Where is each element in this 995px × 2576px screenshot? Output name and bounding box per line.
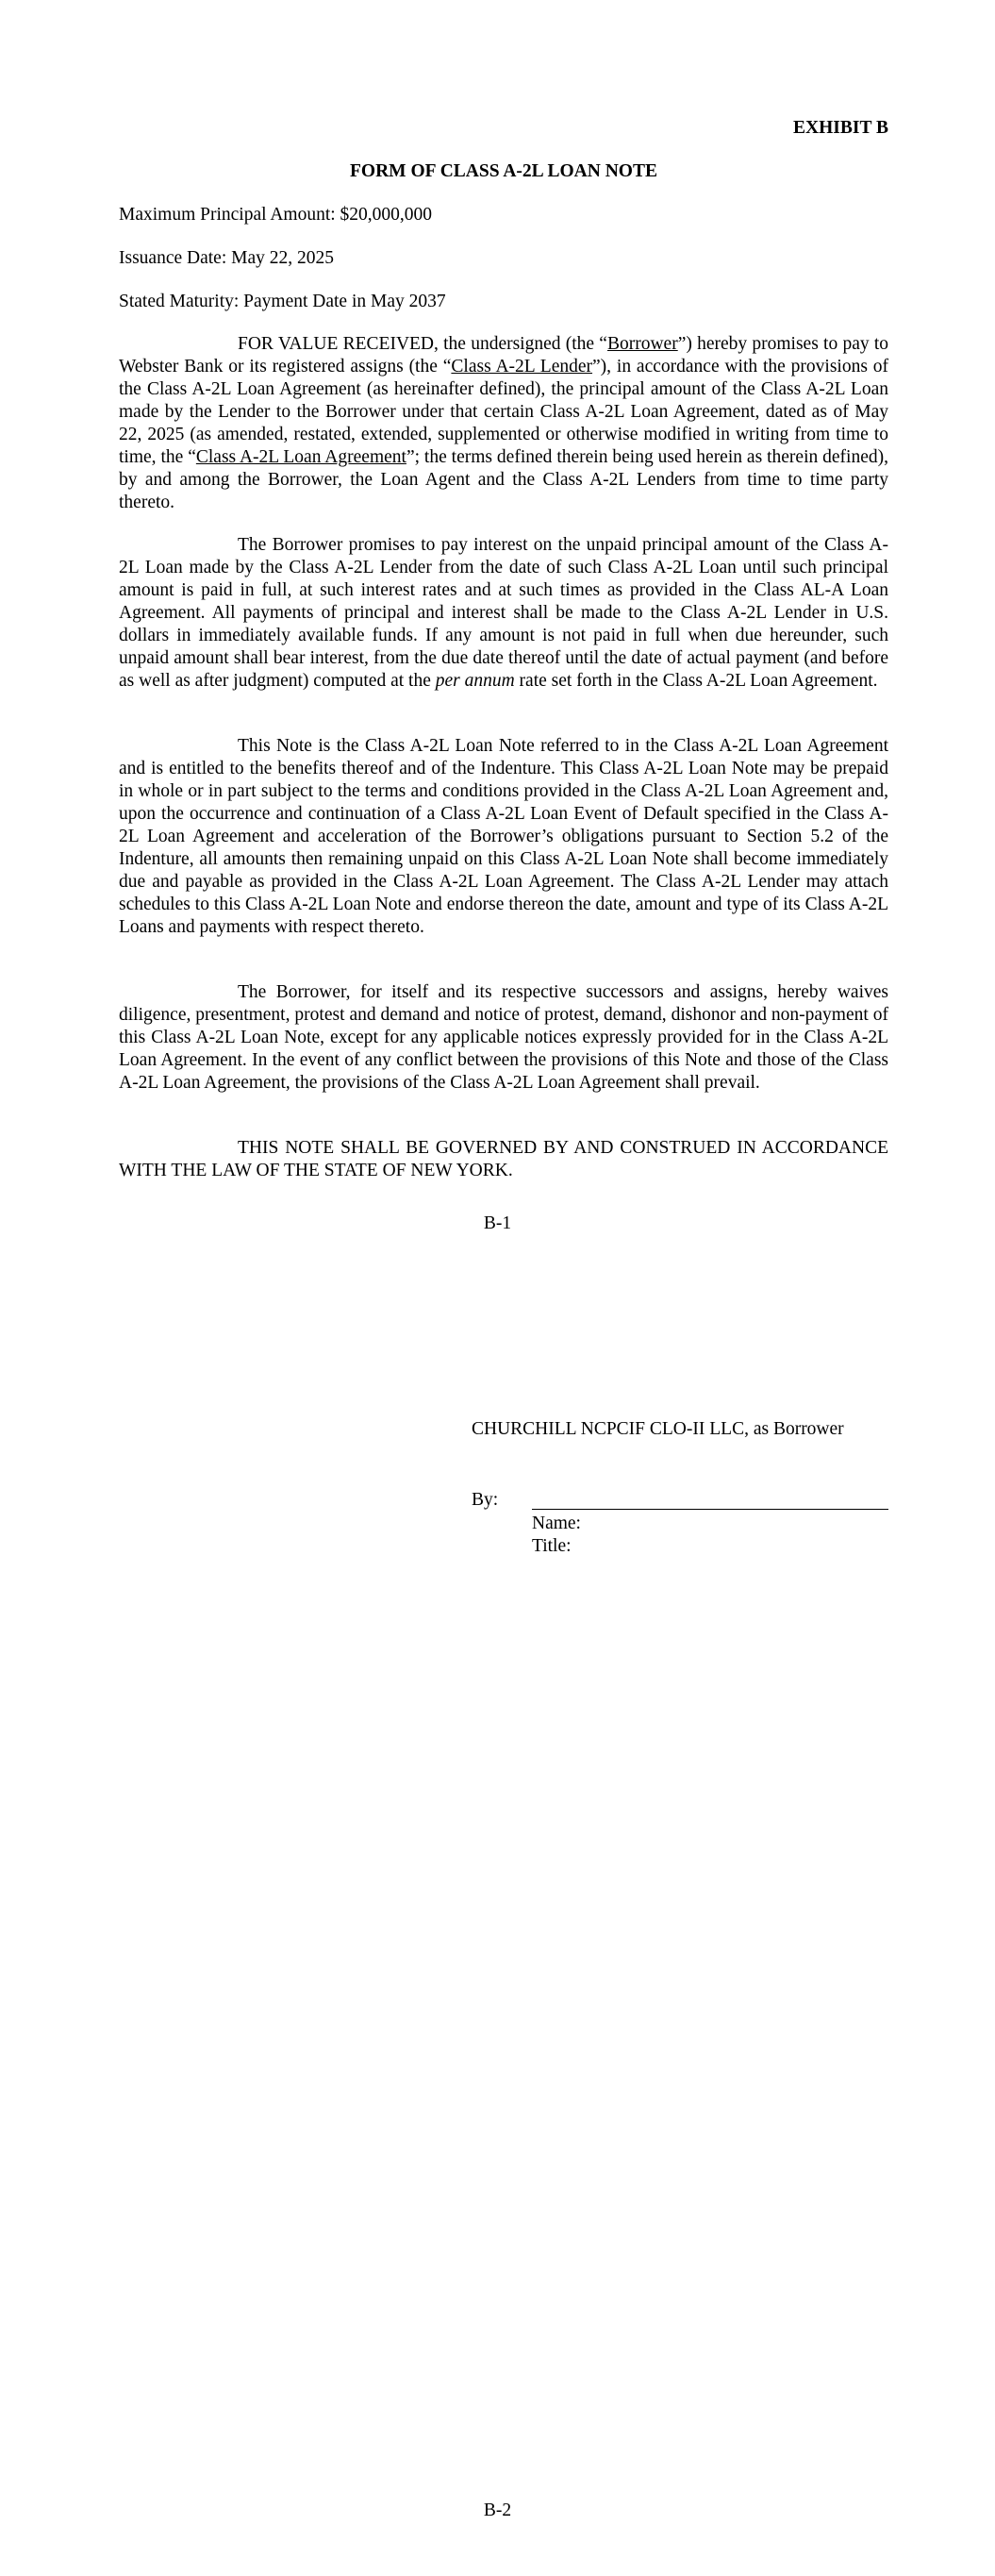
signature-line <box>532 1509 888 1510</box>
exhibit-label: EXHIBIT B <box>793 118 888 138</box>
paragraph-interest: The Borrower promises to pay interest on the unpaid principal amount of the Class A-2L Loan made by the Class A-2L Lender from the date of such Class A-2L Loan until such principal amount is paid in full, at such interest rates and at such times as provided in the Class AL-A Loan Agreement. All payments of principal and interest shall be made to the Class A-2L Lender in U.S. dollars in immediately available funds. If any amount is not paid in full when due hereunder, such unpaid amount shall bear interest, from the due date thereof until the date of actual payment (and before as well as after judgment) computed at the per annum rate set forth in the Class A-2L Loan Agreement. <box>119 535 888 691</box>
signature-name-label: Name: <box>532 1514 581 1533</box>
paragraph-waiver: The Borrower, for itself and its respective successors and assigns, hereby waives diligence, presentment, protest and demand and notice of protest, demand, dishonor and non-payment of this Class A-2L Loan Note, except for any applicable notices expressly provided for in the Class A-2L Loan Agreement. In the event of any conflict between the provisions of this Note and those of the Class A-2L Loan Agreement, the provisions of the Class A-2L Loan Agreement shall prevail. <box>119 982 888 1093</box>
max-principal-line: Maximum Principal Amount: $20,000,000 <box>119 205 433 225</box>
signature-entity: CHURCHILL NCPCIF CLO-II LLC, as Borrower <box>472 1419 844 1439</box>
stated-maturity-line: Stated Maturity: Payment Date in May 2037 <box>119 292 446 311</box>
signature-title-label: Title: <box>532 1536 572 1556</box>
defined-term-loan-agreement: Class A-2L Loan Agreement <box>195 447 406 467</box>
paragraph-value-received: FOR VALUE RECEIVED, the undersigned (the “Borrower”) hereby promises to pay to Webster Bank or its registered assigns (the “Class A-2L Lender”), in accordance with the provisions of the Class A-2L Loan Agreement (as hereinafter defined), the principal amount of the Class A-2L Loan made by the Lender to the Borrower under that certain Class A-2L Loan Agreement, dated as of May 22, 2025 (as amended, restated, extended, supplemented or otherwise modified in writing from time to time, the “Class A-2L Loan Agreement”; the terms defined therein being used herein as therein defined), by and among the Borrower, the Loan Agent and the Class A-2L Lenders from time to time party thereto. <box>119 334 889 512</box>
defined-term-lender: Class A-2L Lender <box>451 357 593 376</box>
defined-term-borrower: Borrower <box>606 334 678 354</box>
paragraph-note-reference: This Note is the Class A-2L Loan Note referred to in the Class A-2L Loan Agreement and is entitled to the benefits thereof and of the Indenture. This Class A-2L Loan Note may be prepaid in whole or in part subject to the terms and conditions provided in the Class A-2L Loan Agreement and, upon the occurrence and continuation of a Class A-2L Loan Event of Default specified in the Class A-2L Loan Agreement and acceleration of the Borrower’s obligations pursuant to Section 5.2 of the Indenture, all amounts then remaining unpaid on this Class A-2L Loan Note shall become immediately due and payable as provided in the Class A-2L Loan Agreement. The Class A-2L Lender may attach schedules to this Class A-2L Loan Note and endorse thereon the date, amount and type of its Class A-2L Loans and payments with respect thereto. <box>119 736 888 937</box>
per-annum-text: per annum <box>435 671 515 691</box>
page-number-b2: B-2 <box>483 2501 512 2520</box>
document-title: FORM OF CLASS A-2L LOAN NOTE <box>350 161 657 181</box>
signature-by-label: By: <box>472 1490 499 1510</box>
issuance-date-line: Issuance Date: May 22, 2025 <box>119 248 334 268</box>
page-number-b1: B-1 <box>483 1213 512 1233</box>
paragraph-governing-law: THIS NOTE SHALL BE GOVERNED BY AND CONSTRUED IN ACCORDANCE WITH THE LAW OF THE STATE OF NEW YORK. <box>119 1138 888 1180</box>
